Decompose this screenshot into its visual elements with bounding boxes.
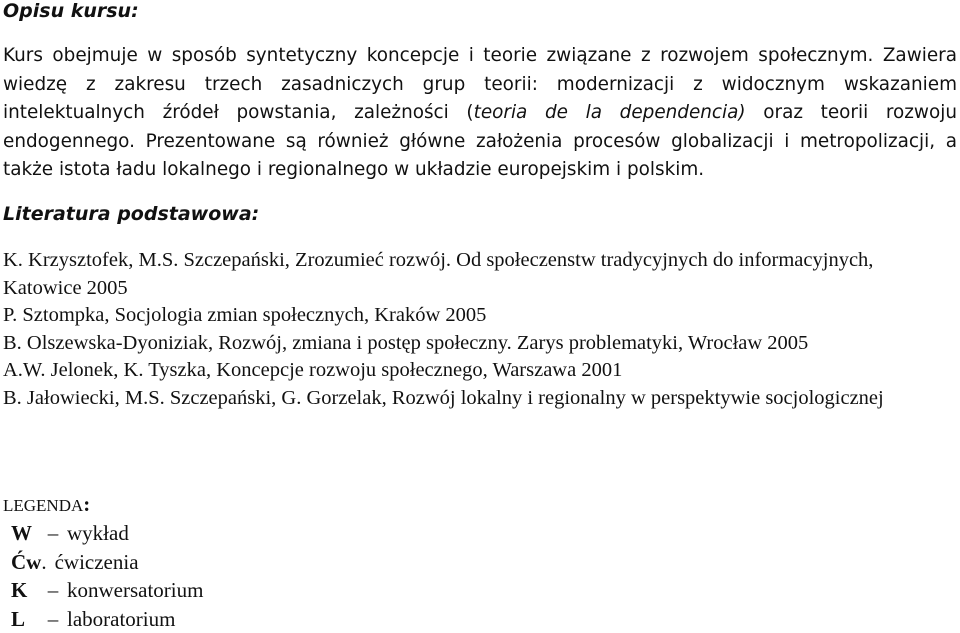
course-description-heading: Opisu kursu:	[3, 0, 139, 22]
legend-definition: konwersatorium	[67, 578, 204, 603]
literature-item: P. Sztompka, Socjologia zmian społecznych, Kraków 2005	[3, 304, 487, 327]
literature-heading: Literatura podstawowa:	[3, 203, 260, 225]
legend-title-colon: :	[83, 492, 91, 516]
legend-dash: –	[47, 578, 59, 603]
legend-list	[11, 519, 203, 633]
literature-list	[3, 247, 957, 413]
legend-dot: .	[41, 549, 47, 574]
course-description-text-2: oraz teorii rozwoju endogennego. Prezentowane są również główne założenia procesów globalizacji i metropolizacji, a także istota ładu lokalnego i regionalnego w układzie europejskim i polskim.	[3, 102, 957, 180]
legend-title	[3, 492, 90, 517]
legend-abbr: K	[11, 578, 28, 603]
legend-definition: laboratorium	[67, 606, 176, 631]
legend-abbr: W	[11, 521, 32, 545]
legend-item-exercises	[11, 548, 203, 577]
course-description-italic: teoria de la dependencia)	[473, 102, 746, 123]
legend-item-seminar	[11, 576, 203, 605]
legend-abbr: L	[11, 606, 26, 631]
legend-title-text: LEGENDA	[3, 496, 84, 515]
course-description	[3, 42, 957, 185]
legend-dash: –	[47, 606, 59, 631]
literature-item: B. Olszewska-Dyoniziak, Rozwój, zmiana i postęp społeczny. Zarys problematyki, Wrocław 2005	[3, 331, 809, 354]
legend-item-lecture	[11, 519, 203, 548]
literature-item: B. Jałowiecki, M.S. Szczepański, G. Gorzelak, Rozwój lokalny i regionalny w perspektywie socjologicznej	[3, 386, 884, 409]
legend-dash: –	[47, 521, 59, 545]
legend-definition: ćwiczenia	[54, 549, 139, 574]
legend-abbr: Ćw	[11, 549, 42, 574]
legend-definition: wykład	[67, 521, 129, 545]
course-description-text-1: Kurs obejmuje w sposób syntetyczny koncepcje i teorie związane z rozwojem społecznym. Zawiera wiedzę z zakresu trzech zasadniczych grup teorii: modernizacji z widocznym wskazaniem intelektualnych źródeł powstania, zależności (	[3, 45, 957, 123]
literature-item: K. Krzysztofek, M.S. Szczepański, Zrozumieć rozwój. Od społeczenstw tradycyjnych do informacyjnych, Katowice 2005	[3, 249, 874, 299]
legend-item-laboratory	[11, 605, 203, 633]
literature-item: A.W. Jelonek, K. Tyszka, Koncepcje rozwoju społecznego, Warszawa 2001	[3, 359, 623, 382]
